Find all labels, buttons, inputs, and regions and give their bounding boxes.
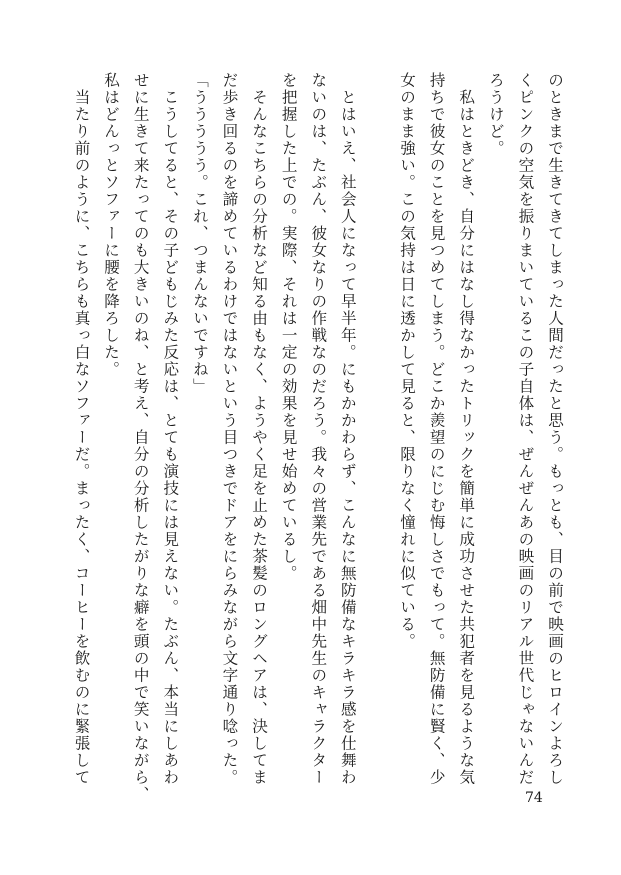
text-column-16: 私はどんっとソファーに腰を降ろした。	[102, 72, 121, 378]
text-column-5: 持ちで彼女のことを見つめてしまう。どこか羨望のにじむ悔しさでもって。無防備に賢く、少	[427, 72, 446, 786]
text-column-8: とはいえ、社会人になって早半年。にもかかわらず、こんなに無防備なキラキラ感を仕舞わ	[338, 72, 357, 786]
text-column-10: を把握した上での。実際、それは一定の効果を見せ始めているし。	[279, 72, 298, 582]
text-column-2: くピンクの空気を振りまいているこの子自体は、ぜんぜんあの映画のリアル世代じゃないんだ	[516, 72, 535, 786]
text-column-17: 当たり前のように、こちらも真っ白なソファーだ。まったく、コーヒーを飲むのに緊張して	[72, 72, 91, 786]
text-column-9: ないのは、たぶん、彼女なりの作戦なのだろう。我々の営業先である畑中先生のキャラクター	[309, 72, 328, 786]
text-column-12: だ歩き回るのを諦めているわけではないという目つきでドアをにらみながら文字通り唸った。	[220, 72, 239, 786]
text-column-3: ろうけど。	[486, 72, 505, 157]
section-break	[362, 72, 392, 772]
text-column-6: 女のまま強い。この気持は日に透かして見ると、限りなく憧れに似ている。	[398, 72, 417, 650]
text-column-11: そんなこちらの分析など知る由もなく、ようやく足を止めた茶髪のロングヘアは、決してま	[250, 72, 269, 786]
text-column-14: こうしてると、その子どもじみた反応は、とても演技には見えない。たぶん、本当にしあわ	[161, 72, 180, 786]
text-column-4: 私はときどき、自分にはなし得なかったトリックを簡単に成功させた共犯者を見るような気	[457, 72, 476, 786]
text-column-1: のときまで生きてきてしまった人間だったと思う。もっとも、目の前で映画のヒロインよろし	[546, 72, 564, 786]
page-number: 74	[525, 790, 543, 806]
text-column-15: せに生きて来たってのも大きいのね、と考え、自分の分析したがりな癖を頭の中で笑いながら、	[131, 72, 150, 803]
text-column-13: 「ううううう。これ、つまんないですね」	[190, 72, 209, 395]
